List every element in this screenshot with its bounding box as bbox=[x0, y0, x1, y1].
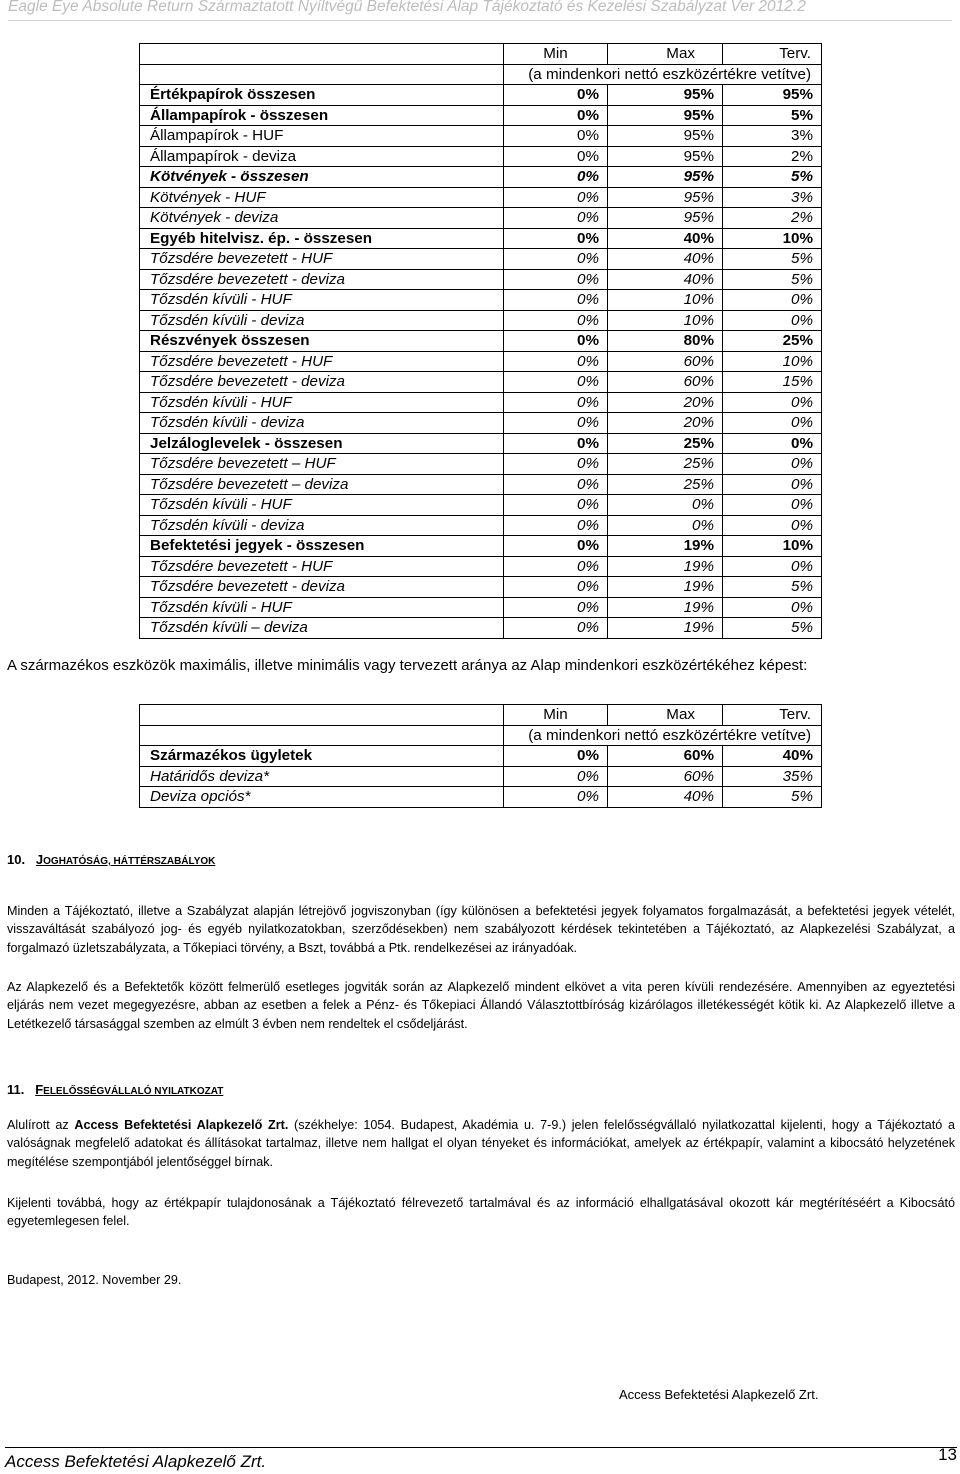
derivatives-intro: A származékos eszközök maximális, illetve minimális vagy tervezett aránya az Alap mindenkori eszközértékéhez képest: bbox=[7, 657, 808, 674]
terv-value: 0% bbox=[723, 433, 822, 454]
table-row bbox=[140, 515, 822, 536]
min-value: 0% bbox=[504, 413, 608, 434]
table-row bbox=[140, 536, 822, 557]
row-label: Állampapírok - HUF bbox=[140, 126, 504, 147]
section-title-rest: ELELŐSSÉGVÁLLALÓ NYILATKOZAT bbox=[43, 1086, 224, 1097]
subheader-text: (a mindenkori nettó eszközértékre vetítve) bbox=[504, 64, 822, 85]
min-value: 0% bbox=[504, 249, 608, 270]
col-min-header: Min bbox=[504, 44, 608, 65]
max-value: 19% bbox=[608, 556, 723, 577]
table-row bbox=[140, 85, 822, 106]
max-value: 19% bbox=[608, 536, 723, 557]
max-value: 95% bbox=[608, 167, 723, 188]
min-value: 0% bbox=[504, 126, 608, 147]
min-value: 0% bbox=[504, 310, 608, 331]
min-value: 0% bbox=[504, 228, 608, 249]
min-value: 0% bbox=[504, 474, 608, 495]
header-empty-cell bbox=[140, 705, 504, 726]
terv-value: 5% bbox=[723, 167, 822, 188]
section-11-heading bbox=[7, 1081, 955, 1101]
col-max-header: Max bbox=[608, 705, 723, 726]
min-value: 0% bbox=[504, 577, 608, 598]
col-max-header: Max bbox=[608, 44, 723, 65]
min-value: 0% bbox=[504, 495, 608, 516]
table-row bbox=[140, 787, 822, 808]
min-value: 0% bbox=[504, 187, 608, 208]
table-row bbox=[140, 413, 822, 434]
table-header-row bbox=[140, 705, 822, 726]
max-value: 40% bbox=[608, 228, 723, 249]
min-value: 0% bbox=[504, 515, 608, 536]
terv-value: 5% bbox=[723, 269, 822, 290]
section-11-paragraph-2: Kijelenti továbbá, hogy az értékpapír tulajdonosának a Tájékoztató félrevezető tartalmával és az információ elhallgatásával okozott kár megtérítéséért a Kibocsátó egyetemlegesen felel. bbox=[7, 1196, 955, 1229]
row-label: Kötvények - deviza bbox=[140, 208, 504, 229]
row-label: Tőzsdén kívüli - HUF bbox=[140, 597, 504, 618]
header-empty-cell bbox=[140, 44, 504, 65]
section-number: 11. bbox=[7, 1082, 25, 1097]
table-row bbox=[140, 146, 822, 167]
row-label: Tőzsdére bevezetett - HUF bbox=[140, 556, 504, 577]
terv-value: 35% bbox=[723, 766, 822, 787]
col-min-header: Min bbox=[504, 705, 608, 726]
min-value: 0% bbox=[504, 556, 608, 577]
section-title-rest: OGHATÓSÁG, HÁTTÉRSZABÁLYOK bbox=[43, 856, 216, 867]
max-value: 95% bbox=[608, 208, 723, 229]
row-label: Tőzsdén kívüli - deviza bbox=[140, 515, 504, 536]
table2-body bbox=[140, 746, 822, 808]
section-title-initial: F bbox=[35, 1082, 44, 1097]
min-value: 0% bbox=[504, 208, 608, 229]
terv-value: 0% bbox=[723, 515, 822, 536]
row-label: Tőzsdére bevezetett - HUF bbox=[140, 351, 504, 372]
row-label: Tőzsdén kívüli - HUF bbox=[140, 495, 504, 516]
row-label: Jelzáloglevelek - összesen bbox=[140, 433, 504, 454]
min-value: 0% bbox=[504, 351, 608, 372]
max-value: 10% bbox=[608, 310, 723, 331]
table-row bbox=[140, 228, 822, 249]
max-value: 80% bbox=[608, 331, 723, 352]
terv-value: 95% bbox=[723, 85, 822, 106]
min-value: 0% bbox=[504, 536, 608, 557]
row-label: Határidős deviza* bbox=[140, 766, 504, 787]
terv-value: 0% bbox=[723, 454, 822, 475]
max-value: 95% bbox=[608, 146, 723, 167]
table-row bbox=[140, 208, 822, 229]
company-name: Access Befektetési Alapkezelő Zrt. bbox=[74, 1118, 289, 1132]
terv-value: 0% bbox=[723, 413, 822, 434]
row-label: Részvények összesen bbox=[140, 331, 504, 352]
terv-value: 10% bbox=[723, 351, 822, 372]
row-label: Állampapírok - összesen bbox=[140, 105, 504, 126]
table-row bbox=[140, 474, 822, 495]
max-value: 95% bbox=[608, 105, 723, 126]
signature-company: Access Befektetési Alapkezelő Zrt. bbox=[619, 1387, 819, 1402]
section-title-initial: J bbox=[35, 852, 44, 867]
min-value: 0% bbox=[504, 290, 608, 311]
row-label: Kötvények - HUF bbox=[140, 187, 504, 208]
footer-company: Access Befektetési Alapkezelő Zrt. bbox=[5, 1452, 267, 1471]
max-value: 19% bbox=[608, 597, 723, 618]
terv-value: 3% bbox=[723, 126, 822, 147]
table-row bbox=[140, 310, 822, 331]
min-value: 0% bbox=[504, 597, 608, 618]
table-row bbox=[140, 269, 822, 290]
table-row bbox=[140, 556, 822, 577]
terv-value: 5% bbox=[723, 618, 822, 639]
row-label: Egyéb hitelvisz. ép. - összesen bbox=[140, 228, 504, 249]
row-label: Tőzsdére bevezetett - deviza bbox=[140, 372, 504, 393]
row-label: Deviza opciós* bbox=[140, 787, 504, 808]
row-label: Tőzsdére bevezetett – HUF bbox=[140, 454, 504, 475]
max-value: 40% bbox=[608, 787, 723, 808]
min-value: 0% bbox=[504, 392, 608, 413]
document-header: Eagle Eye Absolute Return Származtatott Nyíltvégű Befektetési Alap Tájékoztató és Kezelési Szabályzat Ver 2012.2 bbox=[8, 0, 952, 21]
terv-value: 5% bbox=[723, 105, 822, 126]
table-row bbox=[140, 351, 822, 372]
min-value: 0% bbox=[504, 167, 608, 188]
max-value: 60% bbox=[608, 766, 723, 787]
terv-value: 15% bbox=[723, 372, 822, 393]
table-row bbox=[140, 766, 822, 787]
max-value: 20% bbox=[608, 413, 723, 434]
table-row bbox=[140, 331, 822, 352]
min-value: 0% bbox=[504, 331, 608, 352]
section-10-paragraph-2: Az Alapkezelő és a Befektetők között felmerülő esetleges jogviták során az Alapkezelő mindent elkövet a vita peren kívüli rendezésére. Amennyiben az egyeztetési eljárás nem vezet megegyezésre, abban az esetben a felek a Pénz- és Tőkepiaci Állandó Választottbíróság kizárólagos illetékességét kötik ki. Az Alapkezelő illetve a Letétkezelő társasággal szemben az elmúlt 3 évben nem rendeltek el csődeljárást. bbox=[7, 980, 955, 1031]
max-value: 10% bbox=[608, 290, 723, 311]
min-value: 0% bbox=[504, 85, 608, 106]
table-row bbox=[140, 597, 822, 618]
row-label: Tőzsdén kívüli - deviza bbox=[140, 413, 504, 434]
allocation-limits-table bbox=[139, 43, 822, 639]
row-label: Befektetési jegyek - összesen bbox=[140, 536, 504, 557]
section-11-paragraph-1 bbox=[7, 1116, 955, 1171]
terv-value: 0% bbox=[723, 392, 822, 413]
min-value: 0% bbox=[504, 105, 608, 126]
paragraph-lead: Alulírott az bbox=[7, 1118, 75, 1132]
table-row bbox=[140, 126, 822, 147]
terv-value: 0% bbox=[723, 310, 822, 331]
terv-value: 3% bbox=[723, 187, 822, 208]
page-footer bbox=[5, 1447, 957, 1474]
max-value: 60% bbox=[608, 746, 723, 767]
terv-value: 2% bbox=[723, 146, 822, 167]
min-value: 0% bbox=[504, 787, 608, 808]
table-row bbox=[140, 433, 822, 454]
page-number: 13 bbox=[938, 1445, 957, 1464]
row-label: Tőzsdén kívüli – deviza bbox=[140, 618, 504, 639]
max-value: 19% bbox=[608, 618, 723, 639]
subheader-empty-cell bbox=[140, 64, 504, 85]
paragraph-body: (székhelye: 1054. Budapest, Akadémia u. 7-9.) jelen felelősségvállaló nyilatkozattal kijelenti, hogy a Tájékoztató a valóságnak megfelelő adatokat és állításokat tartalmaz, illetve nem hallgat el olyan tényeket és információkat, amelyek az értékpapír, valamint a kibocsátó helyzetének megítélése szempontjából jelentőséggel bírnak. bbox=[7, 1118, 955, 1169]
table-row bbox=[140, 495, 822, 516]
table-header-row bbox=[140, 44, 822, 65]
table-row bbox=[140, 249, 822, 270]
max-value: 60% bbox=[608, 351, 723, 372]
row-label: Tőzsdén kívüli - deviza bbox=[140, 310, 504, 331]
max-value: 95% bbox=[608, 187, 723, 208]
row-label: Tőzsdére bevezetett - deviza bbox=[140, 269, 504, 290]
terv-value: 2% bbox=[723, 208, 822, 229]
subheader-text: (a mindenkori nettó eszközértékre vetítve) bbox=[504, 725, 822, 746]
table-row bbox=[140, 454, 822, 475]
row-label: Értékpapírok összesen bbox=[140, 85, 504, 106]
max-value: 95% bbox=[608, 85, 723, 106]
row-label: Kötvények - összesen bbox=[140, 167, 504, 188]
max-value: 20% bbox=[608, 392, 723, 413]
signature-date: Budapest, 2012. November 29. bbox=[7, 1273, 182, 1287]
row-label: Tőzsdére bevezetett - HUF bbox=[140, 249, 504, 270]
derivatives-limits-table bbox=[139, 704, 822, 808]
table1-body bbox=[140, 85, 822, 639]
min-value: 0% bbox=[504, 433, 608, 454]
table-row bbox=[140, 187, 822, 208]
max-value: 0% bbox=[608, 515, 723, 536]
min-value: 0% bbox=[504, 454, 608, 475]
min-value: 0% bbox=[504, 146, 608, 167]
terv-value: 0% bbox=[723, 556, 822, 577]
row-label: Származékos ügyletek bbox=[140, 746, 504, 767]
section-10-heading bbox=[7, 851, 955, 871]
max-value: 60% bbox=[608, 372, 723, 393]
row-label: Tőzsdén kívüli - HUF bbox=[140, 392, 504, 413]
terv-value: 10% bbox=[723, 536, 822, 557]
min-value: 0% bbox=[504, 766, 608, 787]
terv-value: 25% bbox=[723, 331, 822, 352]
max-value: 25% bbox=[608, 474, 723, 495]
table-row bbox=[140, 290, 822, 311]
table-subheader-row bbox=[140, 64, 822, 85]
terv-value: 40% bbox=[723, 746, 822, 767]
max-value: 0% bbox=[608, 495, 723, 516]
table-row bbox=[140, 618, 822, 639]
max-value: 40% bbox=[608, 269, 723, 290]
section-10-paragraph-1: Minden a Tájékoztató, illetve a Szabályzat alapján létrejövő jogviszonyban (így különösen a befektetési jegyek folyamatos forgalmazását, a befektetési jegyek vételét, visszaváltását szabályozó jog- és egyéb nyilatkozatokban, szerződésekben) nem szabályozott kérdések tekintetében a Tájékoztató, az Alapkezelési Szabályzat, a forgalmazó üzletszabályzata, a Tőkepiaci törvény, a Bszt, továbbá a Ptk. rendelkezései az irányadóak. bbox=[7, 904, 955, 955]
terv-value: 5% bbox=[723, 577, 822, 598]
terv-value: 5% bbox=[723, 787, 822, 808]
terv-value: 10% bbox=[723, 228, 822, 249]
row-label: Tőzsdére bevezetett - deviza bbox=[140, 577, 504, 598]
terv-value: 0% bbox=[723, 290, 822, 311]
table-row bbox=[140, 167, 822, 188]
terv-value: 0% bbox=[723, 474, 822, 495]
col-terv-header: Terv. bbox=[723, 705, 822, 726]
subheader-empty-cell bbox=[140, 725, 504, 746]
section-number: 10. bbox=[7, 852, 26, 867]
terv-value: 5% bbox=[723, 249, 822, 270]
max-value: 25% bbox=[608, 454, 723, 475]
min-value: 0% bbox=[504, 269, 608, 290]
max-value: 95% bbox=[608, 126, 723, 147]
min-value: 0% bbox=[504, 372, 608, 393]
table-row bbox=[140, 105, 822, 126]
table-row bbox=[140, 392, 822, 413]
min-value: 0% bbox=[504, 746, 608, 767]
col-terv-header: Terv. bbox=[723, 44, 822, 65]
min-value: 0% bbox=[504, 618, 608, 639]
max-value: 40% bbox=[608, 249, 723, 270]
table-subheader-row bbox=[140, 725, 822, 746]
row-label: Tőzsdén kívüli - HUF bbox=[140, 290, 504, 311]
row-label: Tőzsdére bevezetett – deviza bbox=[140, 474, 504, 495]
max-value: 19% bbox=[608, 577, 723, 598]
table-row bbox=[140, 746, 822, 767]
row-label: Állampapírok - deviza bbox=[140, 146, 504, 167]
terv-value: 0% bbox=[723, 495, 822, 516]
terv-value: 0% bbox=[723, 597, 822, 618]
table-row bbox=[140, 372, 822, 393]
max-value: 25% bbox=[608, 433, 723, 454]
table-row bbox=[140, 577, 822, 598]
